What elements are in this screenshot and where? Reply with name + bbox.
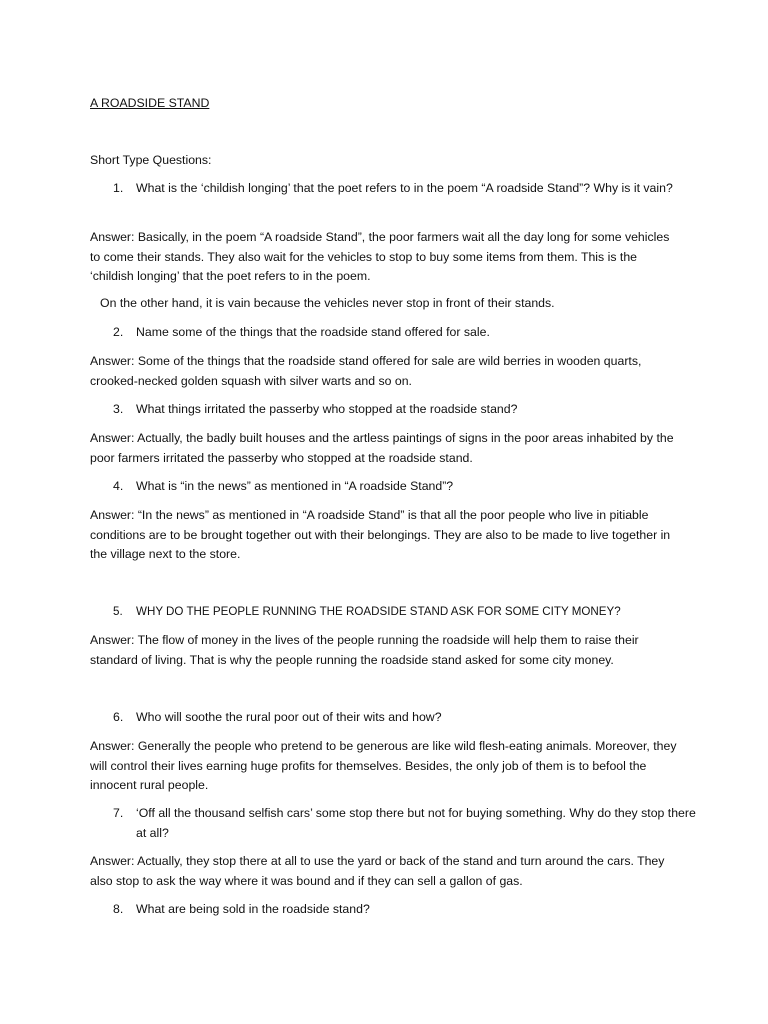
question-text: What things irritated the passerby who stopped at the roadside stand? — [136, 402, 518, 416]
question-text: Name some of the things that the roadside stand offered for sale. — [136, 325, 490, 339]
question-number: 3. — [113, 402, 124, 416]
question-8 — [113, 900, 696, 920]
answer-4: Answer: “In the news” as mentioned in “A roadside Stand” is that all the poor people who live in pitiable conditions are to be brought together out with their belongings. They are also to be made to live together in the village next to the store. — [90, 508, 671, 561]
question-4 — [113, 477, 696, 497]
section-heading: Short Type Questions: — [90, 153, 212, 167]
question-5 — [113, 602, 696, 622]
question-number: 5. — [113, 605, 123, 618]
question-text: What are being sold in the roadside stand? — [136, 902, 370, 916]
answer-7: Answer: Actually, they stop there at all to use the yard or back of the stand and turn around the cars. They also stop to ask the way where it was bound and if they can sell a gallon of gas. — [90, 854, 665, 888]
answer-1: Answer: Basically, in the poem “A roadside Stand”, the poor farmers wait all the day long for some vehicles to come their stands. They also wait for the vehicles to stop to buy some items from them. This is the ‘childish longing’ that the poet refers to in the poem. — [90, 230, 670, 283]
question-number: 7. — [113, 806, 124, 820]
document-title: A ROADSIDE STAND — [90, 96, 210, 110]
question-number: 2. — [113, 325, 124, 339]
question-text: WHY DO THE PEOPLE RUNNING THE ROADSIDE STAND ASK FOR SOME CITY MONEY? — [136, 605, 621, 618]
question-text: What is the ‘childish longing’ that the poet refers to in the poem “A roadside Stand”? Why is it vain? — [136, 181, 673, 195]
question-number: 1. — [113, 181, 124, 195]
answer-2: Answer: Some of the things that the roadside stand offered for sale are wild berries in wooden quarts, crooked-necked golden squash with silver warts and so on. — [90, 354, 642, 388]
question-number: 8. — [113, 902, 124, 916]
question-1 — [113, 179, 696, 199]
answer-5: Answer: The flow of money in the lives of the people running the roadside will help them to raise their standard of living. That is why the people running the roadside stand asked for some city money. — [90, 633, 639, 667]
answer-3: Answer: Actually, the badly built houses and the artless paintings of signs in the poor areas inhabited by the poor farmers irritated the passerby who stopped at the roadside stand. — [90, 431, 674, 465]
question-text: Who will soothe the rural poor out of their wits and how? — [136, 710, 442, 724]
question-number: 4. — [113, 479, 124, 493]
question-7 — [113, 804, 696, 843]
answer-6: Answer: Generally the people who pretend to be generous are like wild flesh-eating animals. Moreover, they will control their lives earning huge profits for themselves. Besides, the only job of them is to befool the innocent rural people. — [90, 739, 677, 792]
question-3 — [113, 400, 696, 420]
question-text: ‘Off all the thousand selfish cars’ some stop there but not for buying something. Why do they stop there at all? — [136, 806, 696, 840]
question-6 — [113, 708, 696, 728]
question-text: What is “in the news” as mentioned in “A roadside Stand”? — [136, 479, 454, 493]
question-2 — [113, 323, 696, 343]
question-number: 6. — [113, 710, 124, 724]
answer-1-continued: On the other hand, it is vain because the vehicles never stop in front of their stands. — [100, 296, 555, 310]
